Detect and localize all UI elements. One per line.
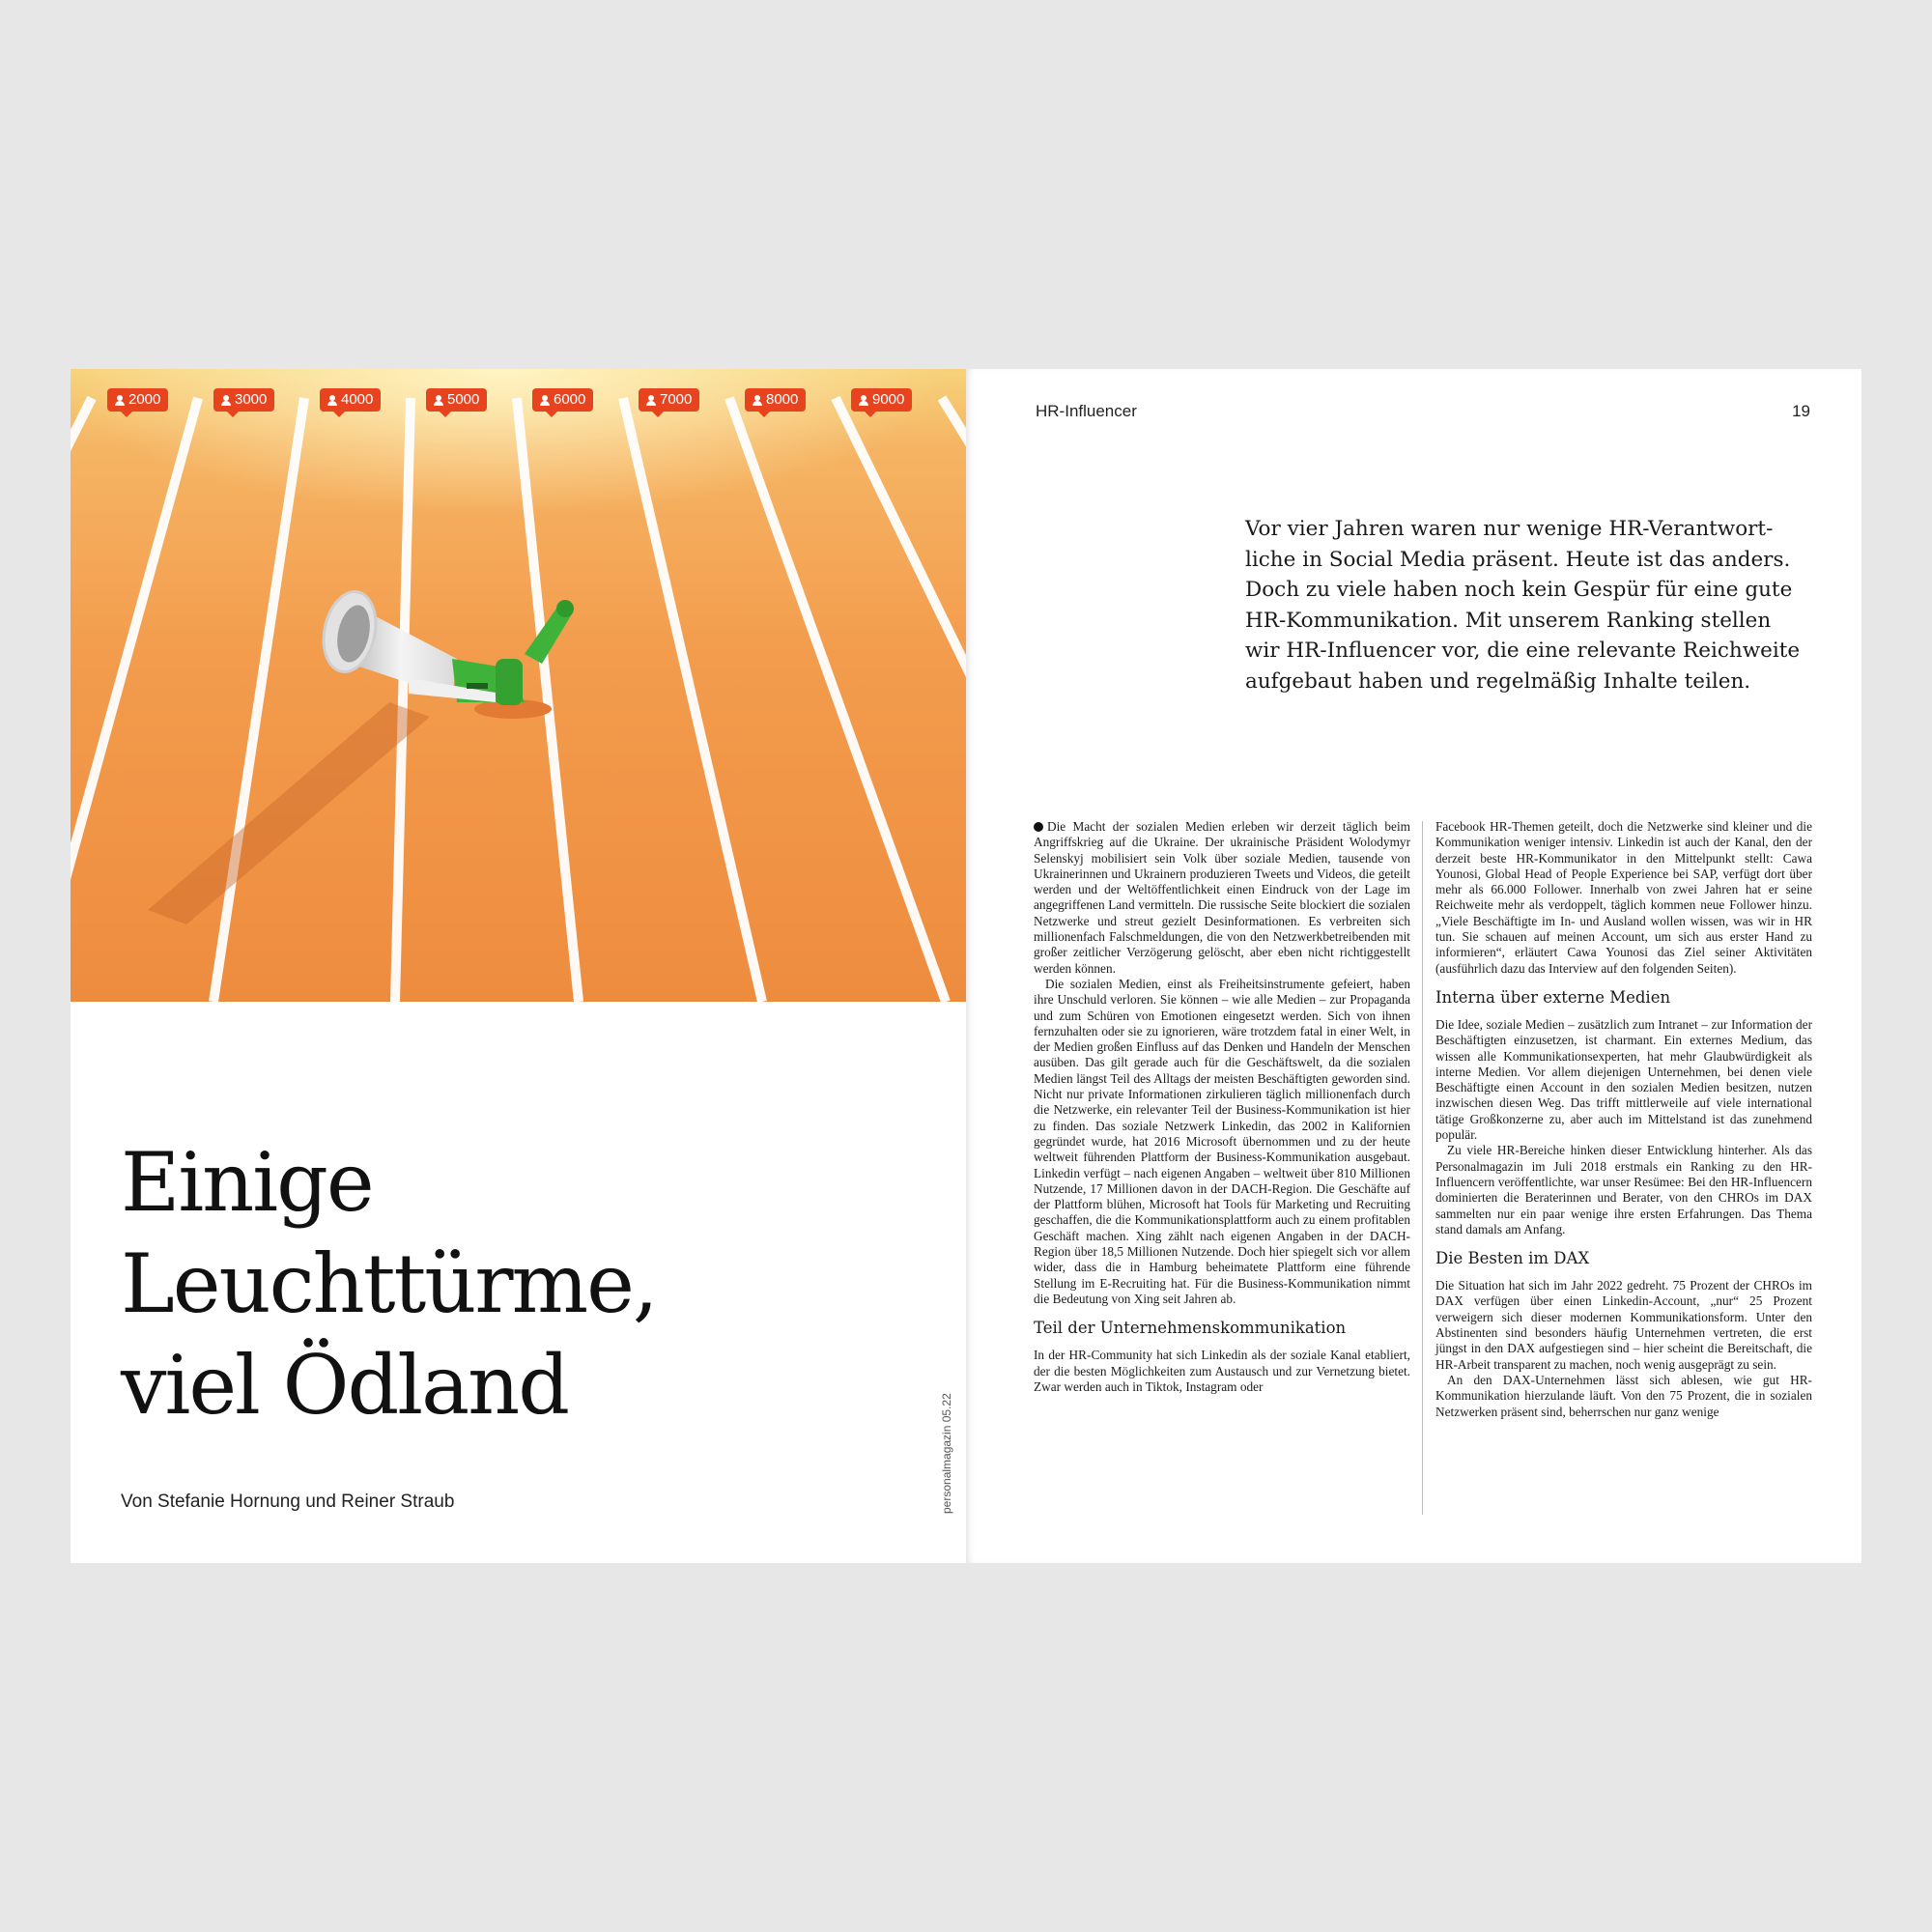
subheading: Die Besten im DAX [1435,1249,1590,1268]
user-icon [221,395,231,406]
subheading: Interna über externe Medien [1435,987,1671,1007]
user-icon [434,395,443,406]
follower-badge: 2000 [107,388,168,412]
section-label: HR-Influencer [1036,402,1137,420]
body-paragraph: Die Idee, soziale Medien – zusätzlich zum Intranet – zur Information der Beschäftigten einzusetzen, ist charmant. Ein externes Medium, das wissen alle Kommunikationsexperten, hat mehr Glaubwürdigkeit als interne Medien. Vor allem diejenigen Unternehmen, bei denen viele Beschäftigte einen Account in den sozialen Medien besitzen, nutzen inzwischen diesen Weg. Das trifft mittlerweile auf viele international tätige Großkonzerne zu, aber auch im Mittelstand ist das zunehmend populär. [1435,1016,1812,1143]
lead-line: liche in Social Media präsent. Heute ist das anders. [1245,547,1791,572]
hero-illustration [71,369,966,1002]
lead-line: HR-Kommunikation. Mit unserem Ranking stellen [1245,608,1772,633]
body-paragraph: In der HR-Community hat sich Linkedin als der soziale Kanal etabliert, der die besten Möglichkeiten zum Austausch und zur Vernetzung bietet. Zwar werden auch in Tiktok, Instagram oder [1034,1348,1410,1394]
lead-paragraph [1245,514,1801,696]
body-paragraph: Zu viele HR-Bereiche hinken dieser Entwicklung hinterher. Als das Personalmagazin im Juli 2018 erstmals ein Ranking zu den HR-Influencern veröffentlichte, war unser Resümee: Bei den HR-Influencern dominierten die Beraterinnen und Berater, von den CHROs im DAX sammelten nur ein paar wenige ihre ersten Erfahrungen. Das Thema stand damals am Anfang. [1435,1143,1812,1236]
left-page [71,369,966,1563]
user-icon [115,395,125,406]
page-number: 19 [1792,402,1810,420]
lead-line: Doch zu viele haben noch kein Gespür für eine gute [1245,578,1793,602]
subheading: Teil der Unternehmenskommunikation [1034,1319,1347,1338]
body-column-2 [1435,819,1812,1420]
user-icon [540,395,550,406]
title-line: viel Ödland [121,1338,569,1433]
follower-badge: 5000 [426,388,487,412]
running-track-image [71,369,966,1002]
follower-badge: 9000 [851,388,912,412]
title-line: Einige [121,1135,373,1230]
lead-line: aufgebaut haben und regelmäßig Inhalte teilen. [1245,668,1751,694]
article-title [121,1132,894,1436]
follower-badge: 7000 [639,388,699,412]
body-paragraph: Die sozialen Medien, einst als Freiheitsinstrumente gefeiert, haben ihre Unschuld verloren. Sie können – wie alle Medien – zur Propaganda und zum Schüren von Emotionen eingesetzt werden. Sich von ihnen fernzuhalten oder sie zu ignorieren, wäre trotzdem fatal in einer Welt, in der Medien großen Einfluss auf das Denken und Handeln der Menschen ausüben. Das gilt gerade auch für die Geschäftswelt, da die sozialen Medien längst Teil des Alltags der meisten Beschäftigten geworden sind. Nicht nur private Informationen zirkulieren täglich millionenfach durch die Netzwerke, ein relevanter Teil der Business-Kommunikation ist hier zu finden. Das soziale Netzwerk Linkedin, das 2002 in Kalifornien gegründet wurde, hat 2016 Microsoft übernommen und zu der heute weltweit führenden Plattform der Business-Kommunikation ausgebaut. Linkedin verfügt – nach eigenen Angaben – weltweit über 810 Millionen Nutzende, 17 Millionen davon in der DACH-Region. Die Geschäfte auf der Plattform blühen, Microsoft hat Tools für Marketing und Recruiting geschaffen, die die Kommunikationsplattform auch zu einem profitablen Geschäft machen. Xing zählt nach eigenen Angaben in der DACH-Region über 18,5 Millionen Nutzende. Doch hier spiegelt sich vor allem wider, dass die in Hamburg beheimatete Plattform eine führende Stellung im E-Recruiting hat. Für die Business-Kommunikation nimmt die Bedeutung von Xing seit Jahren ab. [1034,976,1410,1306]
follower-badge: 6000 [532,388,593,412]
magazine-imprint: personalmagazin 05.22 [940,1393,953,1514]
body-column-1 [1034,819,1410,1395]
follower-badge: 8000 [745,388,806,412]
body-paragraph: Die Situation hat sich im Jahr 2022 gedreht. 75 Prozent der CHROs im DAX verfügen über einen Linkedin-Account, „nur“ 25 Prozent verweigern sich dieser modernen Kommunikationsform. Unter den Abstinenten sind besonders häufig Unternehmen vertreten, die erst jüngst in den DAX aufgestiegen sind – hier scheint die Bereitschaft, die HR-Arbeit transparent zu machen, noch wenig ausgeprägt zu sein. [1435,1278,1812,1372]
user-icon [646,395,656,406]
user-icon [327,395,337,406]
follower-badge: 4000 [320,388,381,412]
bullet-icon [1034,822,1043,832]
user-icon [753,395,762,406]
body-paragraph: Die Macht der sozialen Medien erleben wir derzeit täglich beim Angriffskrieg auf die Ukraine. Der ukrainische Präsident Wolodymyr Selenskyj mobilisiert sein Volk über soziale Medien, tausende von Ukrainerinnen und Ukrainern produzieren Tweets und Videos, die geteilt werden und der Weltöffentlichkeit einen Eindruck von der Lage im angegriffenen Land vermitteln. Die russische Seite blockiert die sozialen Netzwerke und streut gezielt Desinformationen. Es verbreiten sich millionenfach Falschmeldungen, die von den Netzwerkbetreibenden mit großer zeitlicher Verzögerung gelöscht, aber eben nicht richtiggestellt werden können. [1034,819,1410,976]
title-line: Leuchttürme, [121,1236,657,1331]
lead-line: Vor vier Jahren waren nur wenige HR-Verantwort- [1245,517,1774,541]
column-divider [1422,821,1423,1515]
byline: Von Stefanie Hornung und Reiner Straub [121,1492,455,1512]
right-page [966,369,1861,1563]
user-icon [859,395,868,406]
follower-badge: 3000 [213,388,274,412]
lead-line: wir HR-Influencer vor, die eine relevante Reichweite [1245,639,1801,663]
body-paragraph: Facebook HR-Themen geteilt, doch die Netzwerke sind kleiner und die Kommunikation weniger intensiv. Linkedin ist auch der Kanal, den der derzeit beste HR-Kommunikator in den Mittelpunkt stellt: Cawa Younosi, Global Head of People Experience bei SAP, verfügt dort über mehr als 66.000 Follower. Innerhalb von zwei Jahren hat er seine Reichweite mehr als verdoppelt, täglich kommen neue Follower hinzu. „Viele Beschäftigte im In- und Ausland wollen wissen, was wir in HR tun. Sie schauen auf meinen Account, um sich aus erster Hand zu informieren“, erläutert Cawa Younosi das Ziel seiner Aktivitäten (ausführlich dazu das Interview auf den folgenden Seiten). [1435,819,1812,976]
body-paragraph: An den DAX-Unternehmen lässt sich ablesen, wie gut HR-Kommunikation hierzulande läuft. Von den 75 Prozent, die in sozialen Netzwerken präsent sind, beherrschen nur ganz wenige [1435,1372,1812,1419]
